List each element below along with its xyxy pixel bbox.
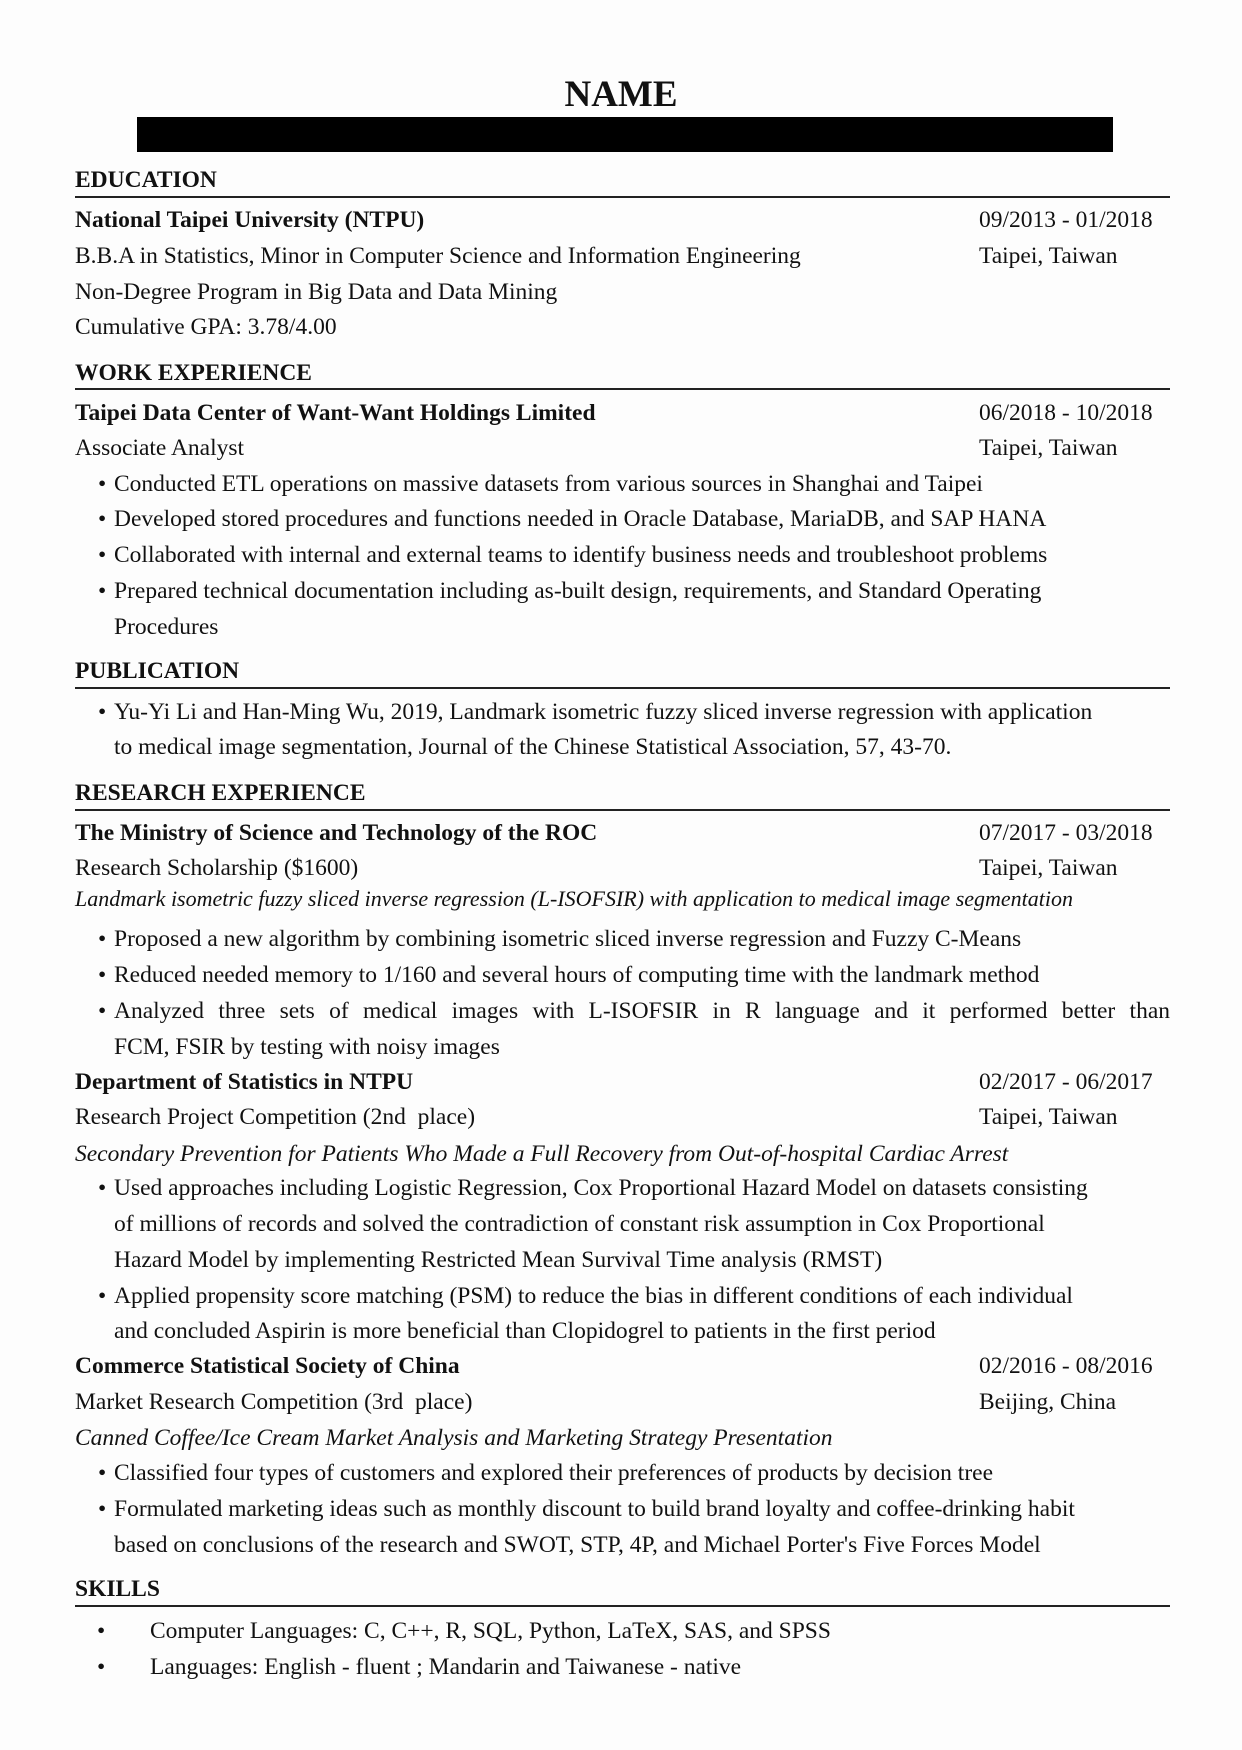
publication-entry-cont: to medical image segmentation, Journal of the Chinese Statistical Association, 57, 43-70. [114,734,952,760]
work-bullet: Collaborated with internal and external teams to identify business needs and troubleshoot problems [114,542,1048,568]
research-role: Research Scholarship ($1600) [75,855,359,881]
research-bullet: Used approaches including Logistic Regression, Cox Proportional Hazard Model on datasets consisting [114,1175,1088,1201]
bullet-icon: • [98,1283,107,1309]
research-bullet: Proposed a new algorithm by combining isometric sliced inverse regression and Fuzzy C-Means [114,926,1022,952]
skill-item: Computer Languages: C, C++, R, SQL, Python, LaTeX, SAS, and SPSS [150,1618,831,1644]
work-bullet: Prepared technical documentation including as-built design, requirements, and Standard Operating [114,578,1042,604]
research-org: The Ministry of Science and Technology of the ROC [75,820,598,846]
work-bullet: Conducted ETL operations on massive datasets from various sources in Shanghai and Taipei [114,471,983,497]
education-dates: 09/2013 - 01/2018 [979,207,1153,233]
research-bullet: Analyzed three sets of medical images with L-ISOFSIR in R language and it performed better than [114,998,1170,1024]
work-dates: 06/2018 - 10/2018 [979,400,1153,426]
bullet-icon: • [98,699,107,725]
section-rule [75,196,1170,198]
work-bullet-cont: Procedures [114,614,219,640]
work-company: Taipei Data Center of Want-Want Holdings Limited [75,400,596,426]
research-dates: 07/2017 - 03/2018 [979,820,1153,846]
research-bullet-cont: Hazard Model by implementing Restricted Mean Survival Time analysis (RMST) [114,1247,883,1273]
research-title: Secondary Prevention for Patients Who Made a Full Recovery from Out-of-hospital Cardiac Arrest [75,1141,1009,1167]
work-location: Taipei, Taiwan [979,435,1118,461]
research-bullet: Formulated marketing ideas such as monthly discount to build brand loyalty and coffee-drinking habit [114,1496,1075,1522]
section-heading-research: RESEARCH EXPERIENCE [75,780,366,806]
work-role: Associate Analyst [75,435,245,461]
bullet-icon: • [97,1654,106,1680]
research-role: Research Project Competition (2nd place) [75,1104,476,1130]
bullet-icon: • [98,962,107,988]
section-heading-education: EDUCATION [75,167,217,193]
research-dates: 02/2016 - 08/2016 [979,1353,1153,1379]
bullet-icon: • [98,578,107,604]
research-location: Beijing, China [979,1389,1117,1415]
bullet-icon: • [98,926,107,952]
section-rule [75,687,1170,689]
publication-entry: Yu-Yi Li and Han-Ming Wu, 2019, Landmark isometric fuzzy sliced inverse regression with application [114,699,1093,725]
section-heading-skills: SKILLS [75,1576,160,1602]
bullet-icon: • [98,998,107,1024]
research-org: Department of Statistics in NTPU [75,1069,414,1095]
section-heading-publication: PUBLICATION [75,658,240,684]
education-degree: B.B.A in Statistics, Minor in Computer Science and Information Engineering [75,243,801,269]
education-location: Taipei, Taiwan [979,243,1118,269]
section-rule [75,809,1170,811]
research-bullet-cont: and concluded Aspirin is more beneficial than Clopidogrel to patients in the first period [114,1318,936,1344]
research-title: Landmark isometric fuzzy sliced inverse regression (L-ISOFSIR) with application to medical image segmentation [75,886,1074,911]
bullet-icon: • [98,506,107,532]
candidate-name: NAME [564,74,678,115]
research-role: Market Research Competition (3rd place) [75,1389,473,1415]
section-heading-work: WORK EXPERIENCE [75,360,312,386]
education-gpa: Cumulative GPA: 3.78/4.00 [75,314,337,340]
section-rule [75,388,1170,390]
bullet-icon: • [98,542,107,568]
research-location: Taipei, Taiwan [979,1104,1118,1130]
section-rule [75,1605,1170,1607]
education-program: Non-Degree Program in Big Data and Data Mining [75,279,558,305]
redaction-bar [137,117,1113,152]
bullet-icon: • [98,471,107,497]
research-location: Taipei, Taiwan [979,855,1118,881]
skill-item: Languages: English - fluent ; Mandarin and Taiwanese - native [150,1654,742,1680]
bullet-icon: • [98,1460,107,1486]
research-bullet-cont: of millions of records and solved the contradiction of constant risk assumption in Cox Proportional [114,1211,1045,1237]
research-title: Canned Coffee/Ice Cream Market Analysis and Marketing Strategy Presentation [75,1425,833,1451]
research-bullet-cont: FCM, FSIR by testing with noisy images [114,1034,500,1060]
research-org: Commerce Statistical Society of China [75,1353,460,1379]
research-bullet: Reduced needed memory to 1/160 and several hours of computing time with the landmark method [114,962,1040,988]
research-bullet: Applied propensity score matching (PSM) to reduce the bias in different conditions of each individual [114,1283,1073,1309]
bullet-icon: • [98,1496,107,1522]
research-bullet: Classified four types of customers and explored their preferences of products by decision tree [114,1460,994,1486]
bullet-icon: • [98,1175,107,1201]
research-dates: 02/2017 - 06/2017 [979,1069,1153,1095]
research-bullet-cont: based on conclusions of the research and SWOT, STP, 4P, and Michael Porter's Five Forces Model [114,1532,1041,1558]
work-bullet: Developed stored procedures and functions needed in Oracle Database, MariaDB, and SAP HANA [114,506,1047,532]
education-school: National Taipei University (NTPU) [75,207,425,233]
bullet-icon: • [97,1618,106,1644]
